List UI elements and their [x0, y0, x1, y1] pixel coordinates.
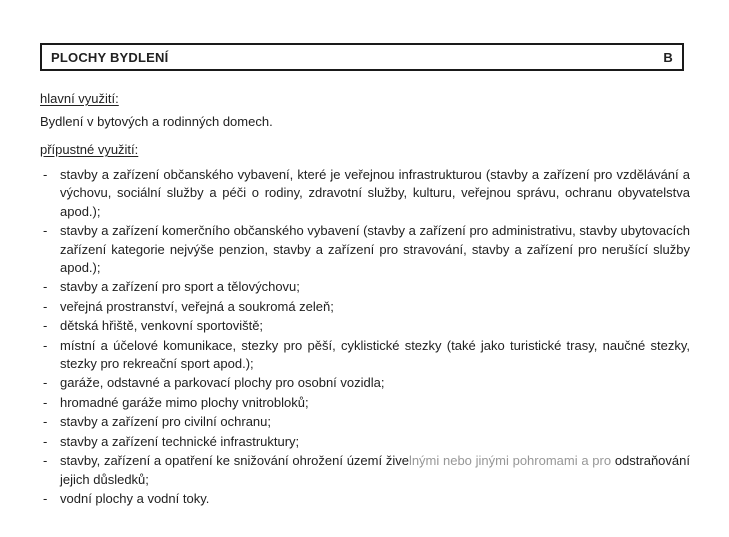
dash-marker: - — [43, 414, 48, 430]
list-item — [40, 337, 690, 374]
list-item — [40, 452, 690, 489]
list-item — [40, 374, 690, 392]
dash-marker: - — [43, 394, 48, 410]
list-item — [40, 166, 690, 221]
list-item-text: veřejná prostranství, veřejná a soukromá zeleň; — [60, 298, 334, 314]
list-item — [40, 490, 690, 508]
main-use-heading: hlavní využití: — [40, 91, 119, 106]
list-item-text: stavby, zařízení a opatření ke snižování ohrožení území žive — [60, 453, 409, 469]
permissible-use-list — [40, 166, 690, 508]
list-item-text: vodní plochy a vodní toky. — [60, 490, 210, 506]
list-item-text: stavby a zařízení občanského vybavení, které je veřejnou infrastrukturou (stavby a zařízení pro vzdělávání a výchovu, sociální služby a péči o rodiny, zdravotní služby, kulturu, veřejnou správu, ochranu obyvatelstva apod.); — [60, 167, 690, 219]
dash-marker: - — [43, 298, 48, 314]
list-item — [40, 433, 690, 451]
list-item-text-faded: lnými nebo jinými pohromami a pro — [408, 453, 612, 469]
dash-marker: - — [43, 337, 48, 353]
list-item-text: dětská hřiště, venkovní sportoviště; — [60, 318, 264, 334]
list-item — [40, 317, 690, 335]
list-item — [40, 413, 690, 431]
dash-marker: - — [43, 279, 48, 295]
list-item-text: garáže, odstavné a parkovací plochy pro osobní vozidla; — [60, 375, 385, 391]
main-use-text: Bydlení v bytových a rodinných domech. — [40, 114, 273, 129]
document-page — [40, 43, 690, 508]
list-item — [40, 298, 690, 316]
list-item-text: místní a účelové komunikace, stezky pro pěší, cyklistické stezky (také jako turistické trasy, naučné stezky, stezky pro rekreační sport apod.); — [60, 337, 690, 372]
list-item — [40, 394, 690, 412]
list-item — [40, 222, 690, 277]
dash-marker: - — [43, 223, 48, 239]
dash-marker: - — [43, 490, 48, 506]
page-title: PLOCHY BYDLENÍ — [51, 49, 169, 65]
dash-marker: - — [43, 433, 48, 449]
dash-marker: - — [43, 375, 48, 391]
list-item-text: stavby a zařízení komerčního občanského vybavení (stavby a zařízení pro administrativu, stavby ubytovacích zařízení kategorie nejvýše penzion, stavby a zařízení pro stravování, stavby a zařízení pro nerušící služby apod.); — [60, 223, 690, 276]
list-item-text: stavby a zařízení technické infrastruktury; — [60, 433, 300, 449]
list-item-text: odstraňování jejich důsledků; — [60, 453, 690, 487]
section-code-badge: B — [663, 49, 673, 65]
list-item-text: hromadné garáže mimo plochy vnitrobloků; — [60, 394, 309, 410]
dash-marker: - — [43, 453, 48, 469]
dash-marker: - — [43, 318, 48, 334]
section-title-box — [40, 43, 684, 71]
permissible-use-heading: přípustné využití: — [40, 142, 139, 157]
list-item-text: stavby a zařízení pro sport a tělovýchovu; — [60, 279, 300, 295]
list-item-text: stavby a zařízení pro civilní ochranu; — [60, 414, 271, 430]
dash-marker: - — [43, 167, 48, 182]
list-item — [40, 278, 690, 296]
